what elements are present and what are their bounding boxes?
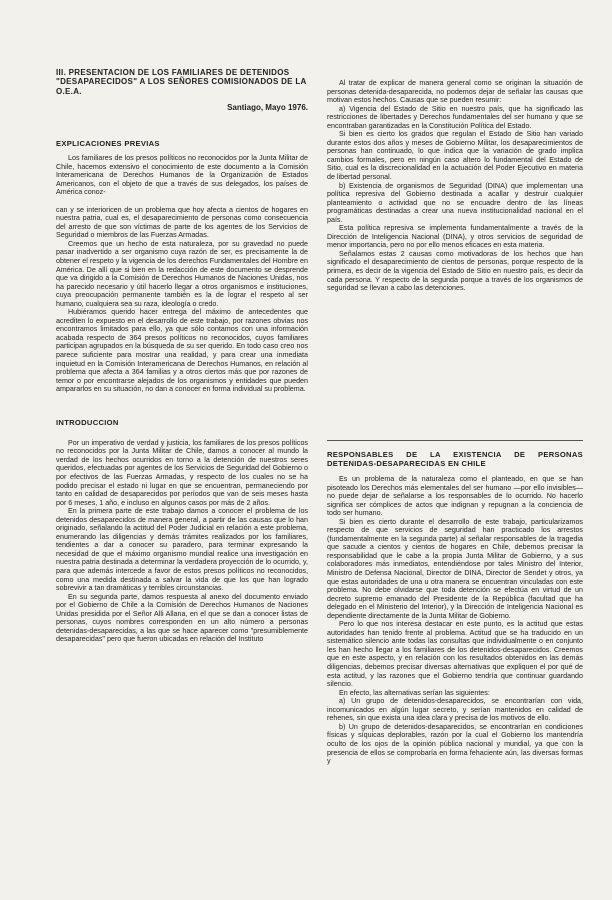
paragraph: Si bien es cierto los grados que regulan el Estado de Sitio han variado durante estos dos años y meses de Gobierno Militar, los desaparecimientos de personas han continuado, lo que indica que la variación de grado implica cambios formales, pero en ningún caso altero lo fundamental del Estado de Sitio, cual es la discrecionalidad en la actuación del Poder Ejecutivo en materia de libertad personal. [327, 130, 583, 182]
paragraph: Por un imperativo de verdad y justicia, los familiares de los presos políticos no reconocidos por la Junta Militar de Chile, damos a conocer al mundo la verdad de los hechos ocurridos en torno a la detención de nuestros seres queridos, efectuadas por agentes de los Servicios de Seguridad del Gobierno o por efectivos de las Fuerzas Armadas, y respecto de los cuales no se ha podido precisar el estado ni lugar en que se encuentran, permaneciendo por tanto en calidad de desaparecidos por períodos que van de seis meses hasta por 6 meses, 1 año, e incluso en algunos casos por más de 2 años. [56, 438, 308, 507]
section-heading-responsables: RESPONSABLES DE LA EXISTENCIA DE PERSONAS DETENIDAS-DESAPARECIDAS EN CHILE [327, 450, 583, 468]
paragraph: Si bien es cierto durante el desarrollo de este trabajo, particularizamos respecto de que servicios de seguridad han practicado los arrestos (fundamentalmente en la segunda parte) al señalar responsables de la tragedia que sacude a cientos y cientos de hogares en Chile, debemos precisar la responsabilidad que le cabe a la propia Junta Militar de Gobierno, y a sus colaboradores más inmediatos, entendiéndose por tales Ministro del Interior, Ministro de Defensa Nacional, Director de DINA, Director de Sendet y otros, ya que estas autoridades de una u otra manera se encuentran vinculadas con este problema. No debe olvidarse que toda detención se efectúa en virtud de un decreto supremo emanado del Presidente de la República (facultad que ha delegado en el Ministerio del Interior), y la Dirección de Inteligencia Nacional es dependiente directamente de la Junta Militar de Gobierno. [327, 517, 583, 620]
section-divider [327, 440, 583, 441]
right-column [327, 79, 583, 293]
section-heading-introduccion: INTRODUCCION [56, 417, 119, 427]
paragraph: En su segunda parte, damos respuesta al anexo del documento enviado por el Gobierno de Chile a la Comisión de Derechos Humanos de Naciones Unidas presidida por el Señor Alli Allana, en el que se dan a conocer listas de personas, cuyos nombres corresponden en un alto número a personas detenidas-desaparecidas, a las que se hace aparecer como "presumiblemente desaparecidas" pero que fueron ubicadas en relación del Instituto [56, 592, 308, 644]
paragraph: Al tratar de explicar de manera general como se originan la situación de personas detenida-desaparecida, no podemos dejar de señalar las causas que motivan estos hechos. Causas que se pueden resumir: [327, 79, 583, 105]
right-column-lower [327, 450, 583, 766]
paragraph: a) Vigencia del Estado de Sitio en nuestro país, que ha significado las restricciones de libertades y Derechos fundamentales del ser humano y que se encontraban garantizadas en la Constitución Política del Estado. [327, 104, 583, 130]
list-item: a) Un grupo de detenidos-desaparecidos, se encontrarían con vida, incomunicados en algún lugar secreto, y serían mantenidos en calidad de rehenes, sin que exista una idea clara y precisa de los motivos de ello. [327, 697, 583, 723]
list-item: b) Un grupo de detenidos-desaparecidos, se encontrarían en condiciones físicas y síquicas deplorables, razón por la cual el Gobierno los mantendría oculto de los ojos de la opinión pública nacional y mundial, ya que con la presencia de ellos se comprobaría en forma fehaciente aún, las diversas formas y [327, 722, 583, 766]
paragraph: Esta política represiva se implementa fundamentalmente a través de la Dirección de Inteligencia Nacional (DINA), y otros servicios de seguridad de menor importancia, pero no por ello menos eficaces en esta materia. [327, 224, 583, 250]
paragraph: Pero lo que nos interesa destacar en este punto, es la actitud que estas autoridades han tenido frente al problema. Actitud que se ha traducido en un sistemático silencio ante todas las consultas que individualmente o en conjunto les han hecho llegar a los familiares de los detenidos-desaparecidos. Creemos que en este aspecto, y en relación con los resultados obtenidos en las demás diligencias, debemos precisar diversas alternativas que expliquen el por qué de esta actitud, y las razones que el Gobierno tendría que continuar guardando silencio. [327, 620, 583, 689]
paragraph: Es un problema de la naturaleza como el planteado, en que se han pisoteado los Derechos más elementales del ser humano —por ello invisibles— no puede dejar de señalarse a los responsables de lo ocurrido. No hacerlo significa ser cómplices de actos que indignan y repugnan a la conciencia de todo ser humano. [327, 475, 583, 518]
paragraph: can y se interioricen de un problema que hoy afecta a cientos de hogares en nuestra patria, cual es, el desaparecimiento de personas como consecuencia del arresto de que son víctimas de parte de los agentes de los Servicios de Seguridad o miembros de las Fuerzas Armadas. [56, 205, 308, 240]
paragraph: Hubiéramos querido hacer entrega del máximo de antecedentes que acrediten lo expuesto en el desarrollo de este trabajo, por razones obvias nos encontramos limitados para ello, ya que sólo contamos con una información acabada respecto de 364 presos políticos no reconocidos, cuyos familiares participan agrupados en la búsqueda de su ser querido. En todo caso creo nos parece suficiente para mostrar una realidad, y para crear una inmediata inquietud en la Comisión Interamericana de Derechos Humanos, en relación al problema que afecta a 364 familias y a otros ciertos más que por razones de temor o por encontrarse alejados de los organismos y entidades que pueden ampararlos en su situación, no dan a conocer en forma individual su problema. [56, 308, 308, 394]
paragraph: En efecto, las alternativas serían las siguientes: [339, 688, 490, 697]
paragraph: Creemos que un hecho de esta naturaleza, por su gravedad no puede pasar inadvertido a ser organismo cuya razón de ser, es precisamente la de obtener el respeto y la vigencia de los derechos Fundamentales del Hombre en América. De allí que si bien en la redacción de este documento se desprende que va dirigido a la Comisión de Derechos Humanos de Naciones Unidas, nos ha parecido necesario y útil hacerlo llegar a otros organismos e instituciones, cuya preocupación permanente también es la de lograr el respeto al ser humano, cualquiera sea su raza, ideología o credo. [56, 239, 308, 308]
paragraph: Señalamos estas 2 causas como motivadoras de los hechos que han significado el desaparecimiento de cientos de personas, porque respecto de la primera, es decir de la vigencia del Estado de Sitio en nuestro país, es decir da cada persona. Y respecto de la segunda porque a través de los organismos de seguridad se llevan a cabo las detenciones. [327, 249, 583, 293]
paragraph: b) Existencia de organismos de Seguridad (DINA) que implementan una política represiva del Gobierno destinada a acallar y destruir cualquier planteamiento o actividad que no se encuadre dentro de las líneas programáticas destinadas a crear una nueva institucionalidad nacional en el país. [327, 181, 583, 224]
section-heading-explicaciones: EXPLICACIONES PREVIAS [56, 139, 160, 148]
document-title: III. PRESENTACION DE LOS FAMILIARES DE DETENIDOS "DESAPARECIDOS" A LOS SEÑORES COMISIONADOS DE LA O.E.A. [56, 68, 307, 96]
left-column [56, 139, 308, 644]
dateline: Santiago, Mayo 1976. [227, 103, 308, 112]
paragraph: Los familiares de los presos políticos no reconocidos por la Junta Militar de Chile, hacemos extensivo el conocimiento de este documento a la Comisión Interamericana de Derechos Humanos de la Organización de Estados Americanos, con el objeto de que a través de sus delegados, los países de América conoz- [56, 154, 308, 197]
paragraph: En la primera parte de este trabajo damos a conocer el problema de los detenidos desaparecidos de manera general, a partir de las causas que lo han originado, señalando la actitud del Poder Judicial en relación a este problema, enumerando las diligencias y demás trámites realizados por los familiares, tendientes a dar a conocer su paradero, para terminar expresando la necesidad de que el máximo organismo mundial realice una investigación en nuestra patria destinada a determinar la verdadera proyección de lo ocurrido, y, para que además intercede a favor de estos presos políticos no reconocidos, como una medida destinada a salvar la vida de que los que han logrado sobrevivir a tan dramáticas y terribles circunstancias. [56, 507, 308, 593]
